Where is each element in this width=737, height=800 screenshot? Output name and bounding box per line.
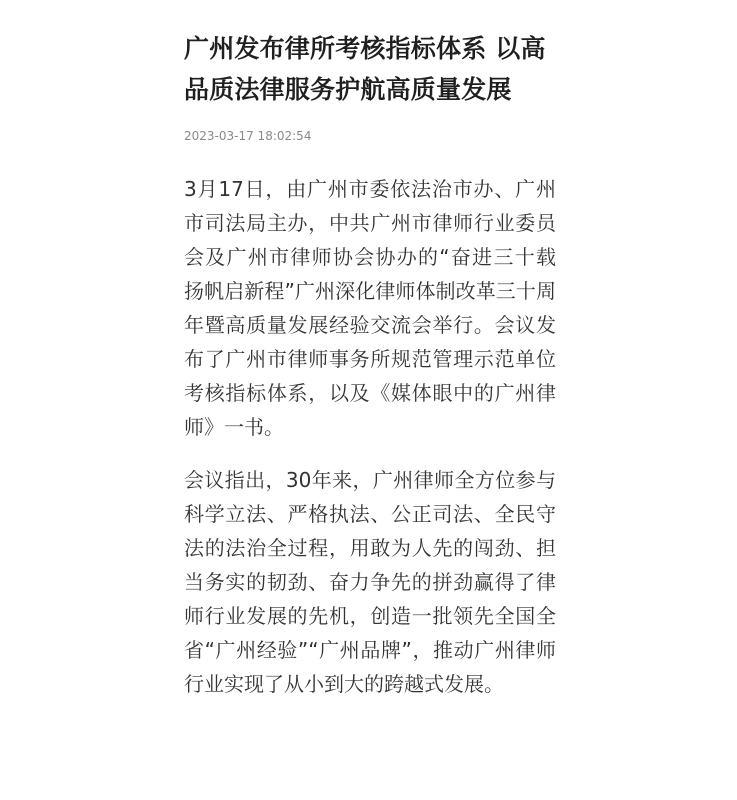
article <box>184 28 556 720</box>
article-paragraph-1: 3月17日，由广州市委依法治市办、广州市司法局主办，中共广州市律师行业委员会及广州市律师协会协办的“奋进三十载 扬帆启新程”广州深化律师体制改革三十周年暨高质量发展经验交流会举行。会议发布了广州市律师事务所规范管理示范单位考核指标体系，以及《媒体眼中的广州律师》一书。 <box>184 177 556 439</box>
article-paragraph-2: 会议指出，30年来，广州律师全方位参与科学立法、严格执法、公正司法、全民守法的法治全过程，用敢为人先的闯劲、担当务实的韧劲、奋力争先的拼劲赢得了律师行业发展的先机，创造一批领先全国全省“广州经验”“广州品牌”，推动广州律师行业实现了从小到大的跨越式发展。 <box>184 468 556 696</box>
publish-datetime: 2023-03-17 18:02:54 <box>184 129 312 143</box>
article-title: 广州发布律所考核指标体系 以高品质法律服务护航高质量发展 <box>184 34 546 104</box>
article-body <box>184 172 556 701</box>
